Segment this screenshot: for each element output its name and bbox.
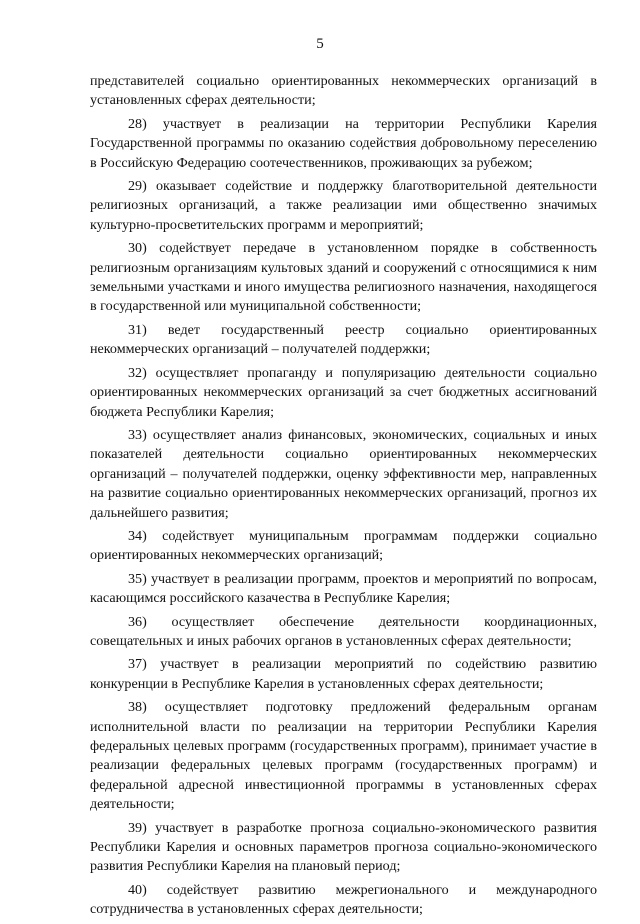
paragraph-item-32: 32) осуществляет пропаганду и популяризацию деятельности социально ориентированных некоммерческих организаций за счет бюджетных ассигнований бюджета Республики Карелия; [90, 364, 597, 420]
page-number: 5 [316, 36, 324, 52]
paragraph-item-37: 37) участвует в реализации мероприятий по содействию развитию конкуренции в Республике Карелия в установленных сферах деятельности; [90, 656, 597, 692]
document-body [90, 72, 597, 924]
paragraph-item-31: 31) ведет государственный реестр социально ориентированных некоммерческих организаций – получателей поддержки; [90, 321, 597, 358]
paragraph-item-35: 35) участвует в реализации программ, проектов и мероприятий по вопросам, касающимся российского казачества в Республике Карелия; [90, 570, 597, 607]
paragraph-item-39: 39) участвует в разработке прогноза социально-экономического развития Республики Карелия и основных параметров прогноза социально-экономического развития Республики Карелия на плановый период; [90, 819, 597, 875]
paragraph-item-28: 28) участвует в реализации на территории Республики Карелия Государственной программы по оказанию содействия добровольному переселению в Российскую Федерацию соотечественников, проживающих за рубежом; [90, 115, 597, 171]
paragraph-item-40: 40) содействует развитию межрегионального и международного сотрудничества в установленных сферах деятельности; [90, 881, 597, 918]
paragraph-item-38: 38) осуществляет подготовку предложений федеральным органам исполнительной власти по реализации на территории Республики Карелия федеральных целевых программ (государственных программ), принимает участие в реализации федеральных целевых программ (государственных программ) и федеральной адресной инвестиционной программы в установленных сферах деятельности; [90, 699, 597, 813]
paragraph-item-36: 36) осуществляет обеспечение деятельности координационных, совещательных и иных рабочих органов в установленных сферах деятельности; [90, 613, 597, 649]
paragraph-item-34: 34) содействует муниципальным программам поддержки социально ориентированных некоммерческих организаций; [90, 527, 597, 564]
paragraph-item-33: 33) осуществляет анализ финансовых, экономических, социальных и иных показателей деятельности социально ориентированных некоммерческих организаций – получателей поддержки, оценку эффективности мер, направленных на развитие социально ориентированных некоммерческих организаций, прогноз их дальнейшего развития; [90, 426, 597, 521]
paragraph-continuation: представителей социально ориентированных некоммерческих организаций в установленных сферах деятельности; [90, 73, 597, 109]
paragraph-item-29: 29) оказывает содействие и поддержку благотворительной деятельности религиозных организаций, а также реализации ими общественно значимых культурно-просветительских программ и мероприятий; [90, 178, 597, 233]
paragraph-item-30: 30) содействует передаче в установленном порядке в собственность религиозным организациям культовых зданий и сооружений с относящимися к ним земельными участками и иного имущества религиозного назначения, находящегося в государственной или муниципальной собственности; [90, 240, 597, 315]
